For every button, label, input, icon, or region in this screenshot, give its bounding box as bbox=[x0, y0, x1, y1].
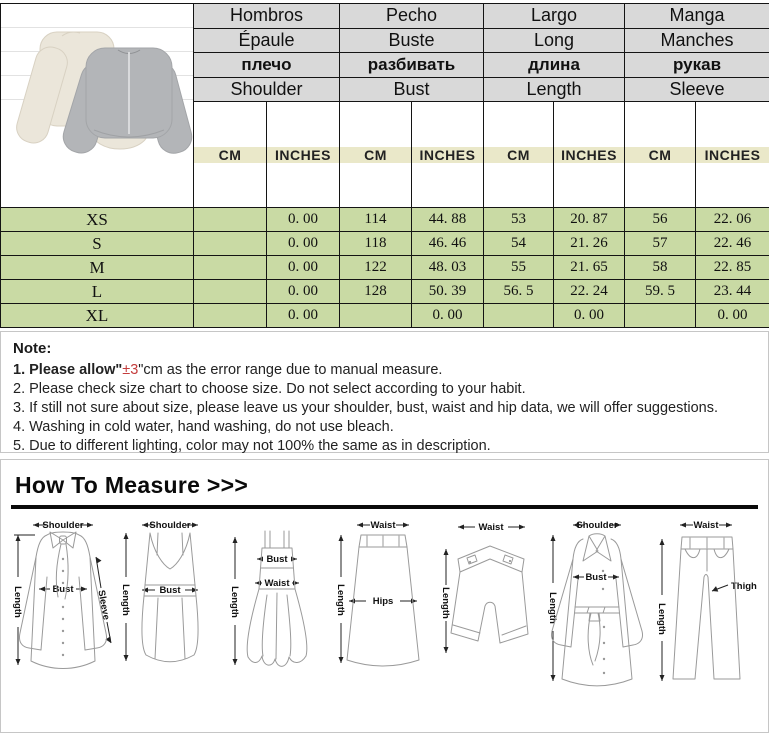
header-bust-ru: разбивать bbox=[340, 53, 484, 78]
skirt-hips-label: Hips bbox=[373, 596, 394, 607]
note-line-1-tolerance: ±3 bbox=[122, 362, 139, 378]
blouse-length-label: Length bbox=[12, 586, 23, 618]
cell-xl-bust-cm bbox=[340, 304, 412, 328]
tank-shoulder-label: Shoulder bbox=[149, 520, 191, 531]
table-row-m bbox=[1, 256, 769, 280]
product-image bbox=[2, 4, 193, 202]
cell-xl-length-in: 0. 00 bbox=[554, 304, 625, 328]
cell-xs-sleeve-in: 22. 06 bbox=[696, 208, 769, 232]
trousers-waist-label: Waist bbox=[693, 520, 719, 531]
how-to-measure-title: How To Measure >>> bbox=[15, 472, 249, 498]
cell-l-length-in: 22. 24 bbox=[554, 280, 625, 304]
shorts-length-label: Length bbox=[440, 587, 452, 619]
blouse-bust-label: Bust bbox=[52, 584, 74, 595]
dress-waist-label: Waist bbox=[264, 578, 290, 589]
table-row-s bbox=[1, 232, 769, 256]
cell-l-shoulder-cm bbox=[194, 280, 267, 304]
coat-shoulder-label: Shoulder bbox=[576, 520, 618, 531]
cell-xl-shoulder-in: 0. 00 bbox=[267, 304, 340, 328]
blouse-sleeve-label: Sleeve bbox=[95, 589, 112, 621]
cell-l-sleeve-in: 23. 44 bbox=[696, 280, 769, 304]
header-sleeve-ru: рукав bbox=[625, 53, 769, 78]
cell-xs-length-in: 20. 87 bbox=[554, 208, 625, 232]
cell-s-shoulder-in: 0. 00 bbox=[267, 232, 340, 256]
unit-inches-shoulder: INCHES bbox=[267, 102, 340, 208]
cell-xl-length-cm bbox=[484, 304, 554, 328]
header-bust-es: Pecho bbox=[340, 4, 484, 29]
unit-cm-length: CM bbox=[484, 102, 554, 208]
unit-cm-shoulder: CM bbox=[194, 102, 267, 208]
blouse-diagram bbox=[11, 515, 117, 700]
how-to-measure-section bbox=[0, 459, 769, 733]
cell-xl-sleeve-in: 0. 00 bbox=[696, 304, 769, 328]
cell-s-sleeve-cm: 57 bbox=[625, 232, 696, 256]
slip-dress-diagram bbox=[225, 515, 331, 700]
note-title: Note: bbox=[13, 340, 52, 357]
cell-m-length-in: 21. 65 bbox=[554, 256, 625, 280]
cell-xs-shoulder-in: 0. 00 bbox=[267, 208, 340, 232]
header-sleeve-fr: Manches bbox=[625, 28, 769, 53]
note-line-1-rest: "cm as the error range due to manual measure. bbox=[138, 362, 443, 378]
cell-s-length-cm: 54 bbox=[484, 232, 554, 256]
header-bust-en: Bust bbox=[340, 77, 484, 102]
header-length-en: Length bbox=[484, 77, 625, 102]
cell-s-bust-cm: 118 bbox=[340, 232, 412, 256]
cell-xl-shoulder-cm bbox=[194, 304, 267, 328]
table-row-xs bbox=[1, 208, 769, 232]
cell-s-shoulder-cm bbox=[194, 232, 267, 256]
coat-length-label: Length bbox=[547, 592, 559, 624]
size-label: XL bbox=[1, 304, 194, 328]
unit-cm-bust: CM bbox=[340, 102, 412, 208]
note-line-1 bbox=[13, 361, 756, 380]
skirt-length-label: Length bbox=[335, 584, 347, 616]
header-bust-fr: Buste bbox=[340, 28, 484, 53]
cell-xl-sleeve-cm bbox=[625, 304, 696, 328]
cell-m-length-cm: 55 bbox=[484, 256, 554, 280]
header-sleeve-es: Manga bbox=[625, 4, 769, 29]
header-shoulder-en: Shoulder bbox=[194, 77, 340, 102]
tank-top-diagram bbox=[118, 515, 224, 700]
unit-inches-length: INCHES bbox=[554, 102, 625, 208]
cell-xs-sleeve-cm: 56 bbox=[625, 208, 696, 232]
product-image-cell bbox=[1, 4, 194, 208]
trousers-length-label: Length bbox=[655, 603, 667, 635]
trousers-thigh-label: Thigh bbox=[730, 581, 757, 592]
unit-inches-sleeve: INCHES bbox=[696, 102, 769, 208]
header-row-es bbox=[1, 4, 769, 29]
cell-l-sleeve-cm: 59. 5 bbox=[625, 280, 696, 304]
dress-bust-label: Bust bbox=[266, 554, 288, 565]
cell-m-bust-cm: 122 bbox=[340, 256, 412, 280]
header-length-es: Largo bbox=[484, 4, 625, 29]
cell-xs-length-cm: 53 bbox=[484, 208, 554, 232]
size-label: S bbox=[1, 232, 194, 256]
blouse-shoulder-label: Shoulder bbox=[42, 520, 84, 531]
header-shoulder-es: Hombros bbox=[194, 4, 340, 29]
cell-xs-bust-cm: 114 bbox=[340, 208, 412, 232]
measure-diagrams bbox=[9, 509, 760, 700]
cell-xs-shoulder-cm bbox=[194, 208, 267, 232]
skirt-diagram bbox=[331, 515, 437, 700]
shorts-waist-label: Waist bbox=[478, 522, 504, 533]
header-length-ru: длина bbox=[484, 53, 625, 78]
note-line-1-bold: 1. Please allow" bbox=[13, 362, 123, 378]
note-line-4: 4. Washing in cold water, hand washing, do not use bleach. bbox=[13, 419, 394, 435]
dress-length-label: Length bbox=[228, 586, 240, 618]
note-section bbox=[0, 331, 769, 453]
cell-xl-bust-in: 0. 00 bbox=[412, 304, 484, 328]
trench-coat-diagram bbox=[545, 515, 651, 700]
unit-cm-sleeve: CM bbox=[625, 102, 696, 208]
cell-s-bust-in: 46. 46 bbox=[412, 232, 484, 256]
cell-s-sleeve-in: 22. 46 bbox=[696, 232, 769, 256]
cell-l-length-cm: 56. 5 bbox=[484, 280, 554, 304]
header-shoulder-fr: Épaule bbox=[194, 28, 340, 53]
cell-m-shoulder-cm bbox=[194, 256, 267, 280]
size-label: L bbox=[1, 280, 194, 304]
cell-l-shoulder-in: 0. 00 bbox=[267, 280, 340, 304]
tank-bust-label: Bust bbox=[159, 585, 181, 596]
header-length-fr: Long bbox=[484, 28, 625, 53]
size-label: M bbox=[1, 256, 194, 280]
cell-m-sleeve-cm: 58 bbox=[625, 256, 696, 280]
cell-l-bust-in: 50. 39 bbox=[412, 280, 484, 304]
cell-s-length-in: 21. 26 bbox=[554, 232, 625, 256]
header-shoulder-ru: плечо bbox=[194, 53, 340, 78]
tank-length-label: Length bbox=[119, 584, 131, 616]
coat-bust-label: Bust bbox=[585, 572, 607, 583]
cell-m-sleeve-in: 22. 85 bbox=[696, 256, 769, 280]
size-table bbox=[0, 3, 769, 328]
note-line-3: 3. If still not sure about size, please leave us your shoulder, bust, waist and hip data, we will offer suggestions. bbox=[13, 400, 718, 416]
cell-l-bust-cm: 128 bbox=[340, 280, 412, 304]
shorts-diagram bbox=[438, 515, 544, 700]
skirt-waist-label: Waist bbox=[370, 520, 396, 531]
cell-m-bust-in: 48. 03 bbox=[412, 256, 484, 280]
table-row-l bbox=[1, 280, 769, 304]
note-line-2: 2. Please check size chart to choose size. Do not select according to your habit. bbox=[13, 381, 526, 397]
table-row-xl bbox=[1, 304, 769, 328]
cell-m-shoulder-in: 0. 00 bbox=[267, 256, 340, 280]
header-sleeve-en: Sleeve bbox=[625, 77, 769, 102]
cell-xs-bust-in: 44. 88 bbox=[412, 208, 484, 232]
note-line-5: 5. Due to different lighting, color may not 100% the same as in description. bbox=[13, 438, 491, 454]
unit-inches-bust: INCHES bbox=[412, 102, 484, 208]
trousers-diagram bbox=[652, 515, 758, 700]
size-label: XS bbox=[1, 208, 194, 232]
